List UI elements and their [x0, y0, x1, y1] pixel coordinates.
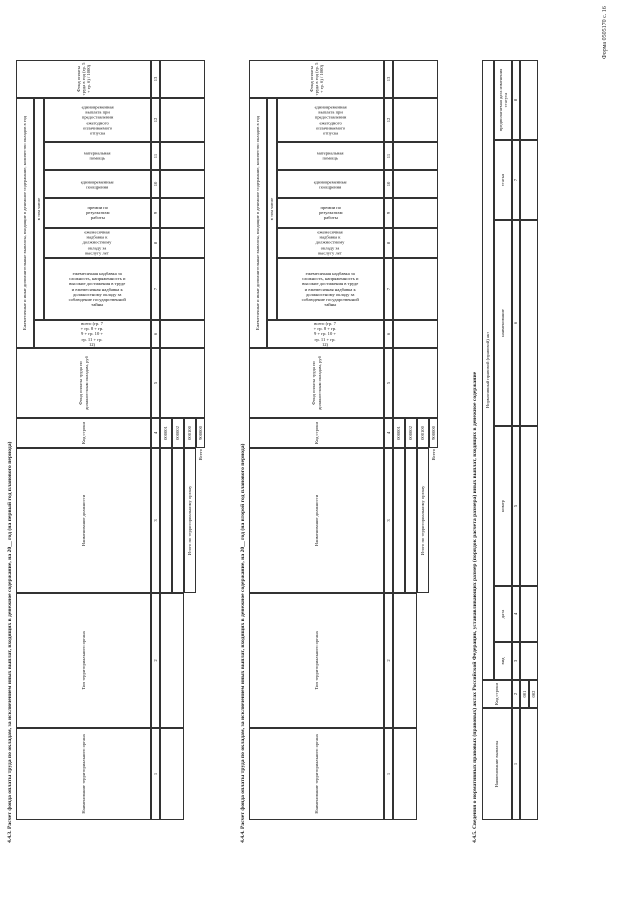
colnum-10-b: 10 — [384, 170, 393, 198]
c12-values-b[interactable] — [393, 98, 438, 142]
colnum-6-b: 6 — [384, 320, 393, 348]
c9-values-b[interactable] — [393, 198, 438, 228]
c7-values-b[interactable] — [393, 258, 438, 320]
hdr-type-org: Тип территориального органа — [16, 593, 151, 728]
cell-445-name[interactable] — [520, 708, 538, 820]
hdr-code: Код строки — [16, 418, 151, 448]
total-terr-code: 000100 — [184, 418, 196, 448]
cell-445-pred[interactable] — [520, 60, 538, 140]
hdr-445-article: статья — [494, 140, 512, 220]
section-444-title: 4.4.4. Расчет фонда оплаты труда по окладам, за исключением иных выплат, входящих в денежное содержание, на 20__ год (на второй год планового периода) — [240, 443, 246, 843]
hdr-445-title: наименование — [494, 220, 512, 426]
colnum-9-b: 9 — [384, 198, 393, 228]
row-445-code-2: 002 — [529, 680, 538, 708]
cell-name-org[interactable] — [160, 728, 184, 820]
cell-position-1-b[interactable] — [393, 448, 405, 593]
hdr-445-act: Нормативный правовой (правовой) акт — [482, 60, 494, 680]
colnum-2-b: 2 — [384, 593, 393, 728]
hdr-c12: единовременная выплата при предоставлении ежегодного оплачиваемого отпуска — [44, 98, 151, 142]
c12-values[interactable] — [160, 98, 205, 142]
row-code-2-b: 000002 — [405, 418, 417, 448]
hdr-incl-2: в том числе — [267, 98, 277, 320]
grand-code-b: 900000 — [429, 418, 438, 448]
colnum-9: 9 — [151, 198, 160, 228]
cell-445-num[interactable] — [520, 426, 538, 586]
colnum-13-b: 13 — [384, 60, 393, 98]
colnum-8: 8 — [151, 228, 160, 258]
hdr-c10-2: единовременные поощрения — [277, 170, 384, 198]
hdr-position-2: Наименование должности — [249, 448, 384, 593]
colnum-445-5: 5 — [512, 426, 520, 586]
cell-type-org[interactable] — [160, 593, 184, 728]
cell-type-org-b[interactable] — [393, 593, 417, 728]
colnum-11-b: 11 — [384, 142, 393, 170]
row-code-2: 000002 — [172, 418, 184, 448]
section-443-title: 4.4.3. Расчет фонда оплаты труда по окладам, за исключением иных выплат, входящих в денежное содержание, на 20__ год (на первый год планового периода) — [7, 441, 13, 843]
c13-values-b[interactable] — [393, 60, 438, 98]
total-values-b[interactable] — [393, 320, 438, 348]
hdr-fund-salary: Фонд оплаты труда по должностным окладам, руб — [16, 348, 151, 418]
c11-values[interactable] — [160, 142, 205, 170]
hdr-c9-2: премии по результатам работы — [277, 198, 384, 228]
hdr-c13-2: Фонд оплаты труда в год (гр. 5 + гр. 6) / 1000) — [249, 60, 384, 98]
colnum-445-2: 2 — [512, 680, 520, 708]
c13-values[interactable] — [160, 60, 205, 98]
hdr-position: Наименование должности — [16, 448, 151, 593]
colnum-7: 7 — [151, 258, 160, 320]
colnum-4-b: 4 — [384, 418, 393, 448]
colnum-2: 2 — [151, 593, 160, 728]
hdr-c8-2: ежемесячная надбавка к должностному окладу за выслугу лет — [277, 228, 384, 258]
c9-values[interactable] — [160, 198, 205, 228]
colnum-3: 3 — [151, 448, 160, 593]
hdr-c9: премии по результатам работы — [44, 198, 151, 228]
hdr-c13: Фонд оплаты труда в год (гр. 5 + гр. 6) / 1000) — [16, 60, 151, 98]
colnum-1-b: 1 — [384, 728, 393, 820]
total-terr-label-b: Итого по территориальному органу — [417, 448, 429, 593]
hdr-name-org: Наименование территориального органа — [16, 728, 151, 820]
section-445-title: 4.4.5. Сведения о нормативных правовых (правовых) актах Российской Федерации, устанавливающих размер (порядок расчета размера) иных выплат, входящих в денежное содержание — [472, 371, 478, 843]
colnum-7-b: 7 — [384, 258, 393, 320]
colnum-5-b: 5 — [384, 348, 393, 418]
hdr-c11: материальная помощь — [44, 142, 151, 170]
cell-445-article[interactable] — [520, 140, 538, 220]
cell-position-2-b[interactable] — [405, 448, 417, 593]
c10-values-b[interactable] — [393, 170, 438, 198]
colnum-12: 12 — [151, 98, 160, 142]
c7-values[interactable] — [160, 258, 205, 320]
colnum-1: 1 — [151, 728, 160, 820]
colnum-445-1: 1 — [512, 708, 520, 820]
cell-position-2[interactable] — [172, 448, 184, 593]
hdr-c10: единовременные поощрения — [44, 170, 151, 198]
hdr-incl: в том числе — [34, 98, 44, 320]
hdr-name-org-2: Наименование территориального органа — [249, 728, 384, 820]
colnum-4: 4 — [151, 418, 160, 448]
colnum-445-3: 3 — [512, 642, 520, 680]
colnum-12-b: 12 — [384, 98, 393, 142]
hdr-445-name: Наименование выплаты — [482, 708, 512, 820]
hdr-incentive: Ежемесячные и иные дополнительные выплаты, входящие в денежное содержание, количество окладов в год — [16, 98, 34, 348]
grand-label-b: Всего — [430, 449, 436, 461]
cell-445-date[interactable] — [520, 586, 538, 642]
c8-values[interactable] — [160, 228, 205, 258]
c10-values[interactable] — [160, 170, 205, 198]
hdr-445-num: номер — [494, 426, 512, 586]
hdr-code-2: Код строки — [249, 418, 384, 448]
colnum-13: 13 — [151, 60, 160, 98]
hdr-445-code: Код строки — [482, 680, 512, 708]
hdr-fund-salary-2: Фонд оплаты труда по должностным окладам, руб — [249, 348, 384, 418]
colnum-10: 10 — [151, 170, 160, 198]
total-terr-code-b: 000100 — [417, 418, 429, 448]
hdr-c12-2: единовременная выплата при предоставлении ежегодного оплачиваемого отпуска — [277, 98, 384, 142]
cell-position-1[interactable] — [160, 448, 172, 593]
row-code-1: 000001 — [160, 418, 172, 448]
table-444 — [249, 60, 459, 820]
form-code: Форма 0505170 с. 16 — [602, 6, 608, 59]
hdr-c8: ежемесячная надбавка к должностному окладу за выслугу лет — [44, 228, 151, 258]
hdr-c7-2: ежемесячная надбавка за сложность, напряженность и высокие достижения в труде и ежемесячная надбавка к должностному окладу за соблюдение государственной тайны — [277, 258, 384, 320]
colnum-8-b: 8 — [384, 228, 393, 258]
total-terr-label: Итого по территориальному органу — [184, 448, 196, 593]
colnum-5: 5 — [151, 348, 160, 418]
fund-salary-values[interactable] — [160, 348, 205, 418]
table-443 — [16, 60, 238, 820]
grand-code: 900000 — [196, 418, 205, 448]
row-code-1-b: 000001 — [393, 418, 405, 448]
row-445-code-1: 001 — [520, 680, 529, 708]
hdr-445-date: дата — [494, 586, 512, 642]
grand-label: Всего — [197, 449, 203, 461]
hdr-type-org-2: Тип территориального органа — [249, 593, 384, 728]
hdr-c11-2: материальная помощь — [277, 142, 384, 170]
colnum-445-6: 6 — [512, 220, 520, 426]
cell-445-type[interactable] — [520, 642, 538, 680]
colnum-445-8: 8 — [512, 60, 520, 140]
fund-salary-values-b[interactable] — [393, 348, 438, 418]
hdr-incentive-2: Ежемесячные и иные дополнительные выплаты, входящие в денежное содержание, количество окладов в год — [249, 98, 267, 348]
hdr-c7: ежемесячная надбавка за сложность, напряженность и высокие достижения в труде и ежемесячная надбавка к должностному окладу за соблюдение государственной тайны — [44, 258, 151, 320]
colnum-6: 6 — [151, 320, 160, 348]
cell-445-title[interactable] — [520, 220, 538, 426]
table-445 — [482, 60, 562, 820]
colnum-445-7: 7 — [512, 140, 520, 220]
total-values[interactable] — [160, 320, 205, 348]
colnum-11: 11 — [151, 142, 160, 170]
hdr-445-pred: предполагаемая дата изменения статуса — [494, 60, 512, 140]
colnum-445-4: 4 — [512, 586, 520, 642]
c11-values-b[interactable] — [393, 142, 438, 170]
hdr-total: всего (гр. 7 + гр. 8 + гр. 9 + гр. 10 + гр. 11 + гр. 12) — [34, 320, 151, 348]
hdr-445-type: вид — [494, 642, 512, 680]
cell-name-org-b[interactable] — [393, 728, 417, 820]
colnum-3-b: 3 — [384, 448, 393, 593]
hdr-total-2: всего (гр. 7 + гр. 8 + гр. 9 + гр. 10 + гр. 11 + гр. 12) — [267, 320, 384, 348]
c8-values-b[interactable] — [393, 228, 438, 258]
